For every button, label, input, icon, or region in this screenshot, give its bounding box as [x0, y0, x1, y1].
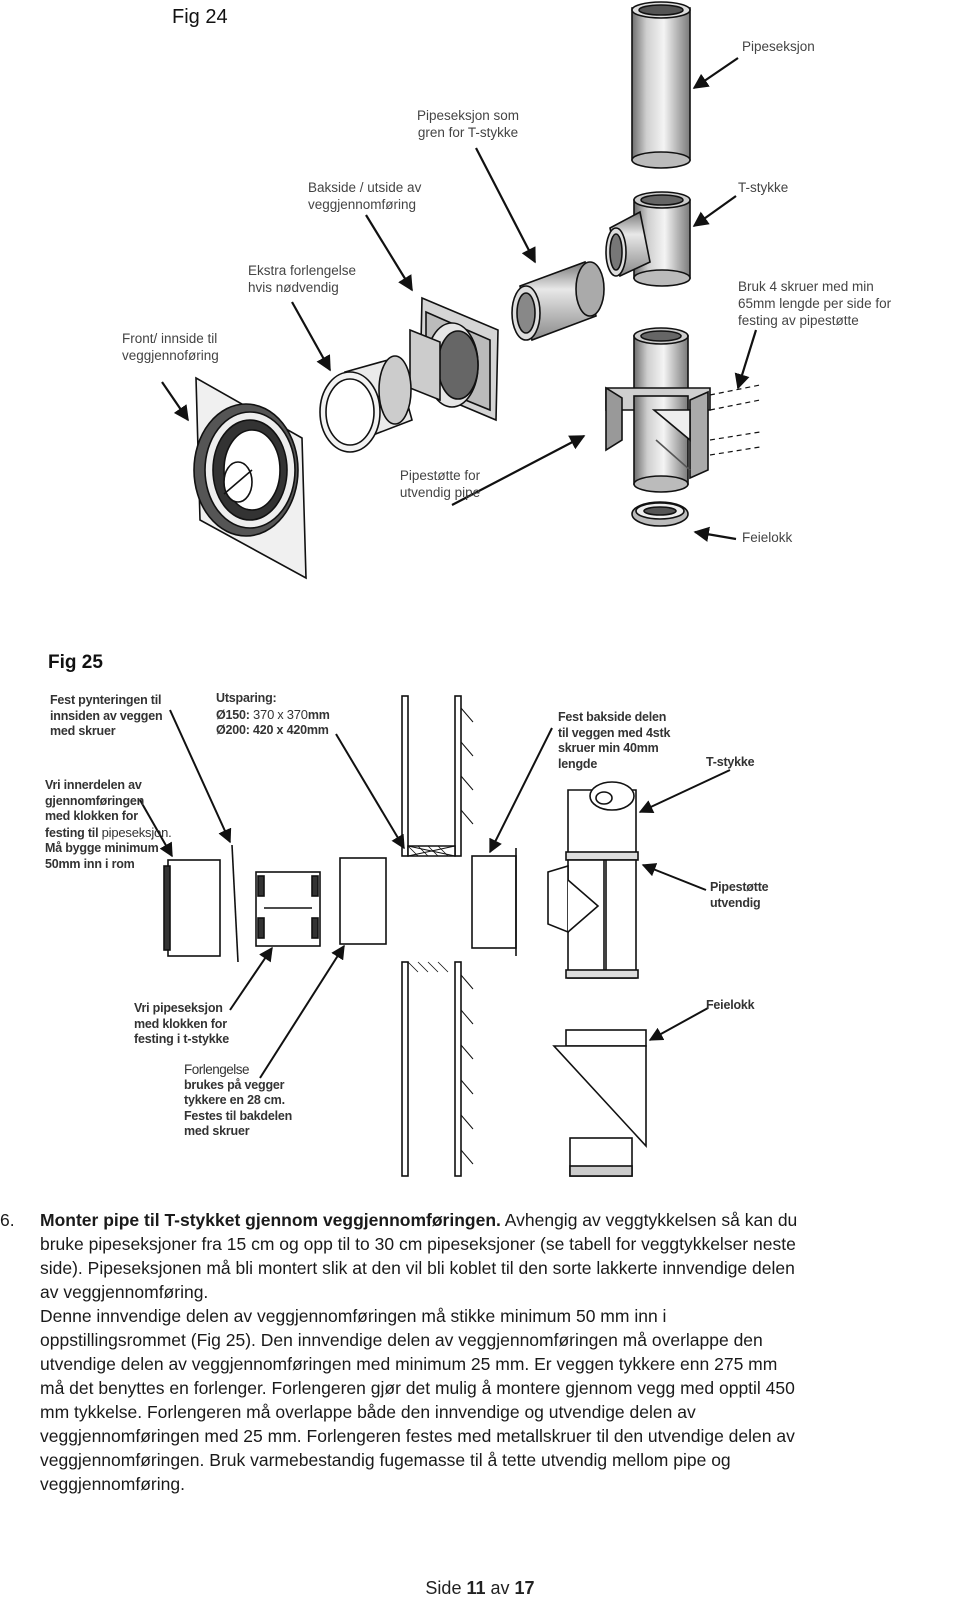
back-plate	[472, 848, 516, 956]
label-line: Forlengelse	[184, 1062, 250, 1077]
label-line: veggjennomføring	[308, 197, 417, 212]
paragraph-line: veggjennomføringen. Bruk varmebestandig fugemasse til å tette utvendig mellom pipe og	[40, 1450, 731, 1470]
label-line	[216, 707, 330, 724]
wall-plate-front	[194, 378, 306, 578]
wall-section	[402, 696, 473, 1176]
label-pipestotte-utvendig	[710, 880, 768, 911]
label-line: Utsparing:	[216, 691, 277, 705]
inner-sleeve	[164, 845, 238, 962]
label-line: til veggen med 4stk	[558, 725, 671, 740]
paragraph-line: bruke pipeseksjoner fra 15 cm og opp til to 30 cm pipeseksjoner (se tabell for veggtykkelser neste	[40, 1234, 796, 1254]
label-line: Ø200: 420 x 420mm	[216, 723, 329, 737]
label-line: hvis nødvendig	[248, 280, 339, 295]
label-line: festing av pipestøtte	[738, 313, 859, 328]
label-line: utvendig pipe	[399, 485, 481, 500]
label-line: Pipeseksjon som	[416, 108, 520, 123]
label-line: veggjennoføring	[122, 348, 219, 363]
label-part: 370	[286, 706, 308, 722]
section-paragraph	[40, 1208, 945, 1496]
extension-pieces	[256, 858, 386, 946]
label-line: med skruer	[184, 1124, 250, 1138]
paragraph-line: Denne innvendige delen av veggjennomføringen må stikke minimum 50 mm inn i	[40, 1306, 667, 1326]
label-line	[45, 825, 172, 842]
instruction-section	[0, 1208, 945, 1496]
label-line: med klokken for	[134, 1016, 227, 1031]
label-pipeseksjon-gren	[398, 107, 538, 141]
extension-ring	[320, 356, 412, 452]
label-line: brukes på vegger	[184, 1077, 285, 1092]
label-line: 65mm lengde per side for	[738, 296, 892, 311]
cleaning-lid	[632, 502, 688, 526]
label-line: Bruk 4 skruer med min	[738, 279, 874, 294]
section-number: 6.	[0, 1210, 15, 1230]
paragraph-line	[40, 1208, 945, 1232]
label-bruk-skruer	[738, 278, 891, 329]
label-line: lengde	[558, 756, 598, 771]
label-pipeseksjon: Pipeseksjon	[742, 39, 815, 54]
label-line: Bakside / utside av	[308, 180, 422, 195]
label-feielokk: Feielokk	[742, 530, 793, 545]
page-footer	[0, 1578, 960, 1599]
label-line: Front/ innside til	[122, 331, 218, 346]
label-line: Vri innerdelen av	[45, 778, 142, 792]
label-fest-bakside	[558, 710, 670, 772]
paragraph-line: side). Pipeseksjonen må bli montert slik at den vil bli koblet til den sorte lakkerte innvendige delen	[40, 1258, 795, 1278]
label-bakside	[308, 179, 421, 213]
paragraph-line-text: Avhengig av veggtykkelsen så kan du	[500, 1210, 798, 1230]
label-line: skruer min 40mm	[558, 741, 659, 755]
paragraph-line: mm tykkelse. Forlengeren må overlappe både den innvendige og utvendige delen av	[40, 1402, 696, 1422]
label-line: tykkere en 28 cm.	[184, 1093, 285, 1107]
label-line: Vri pipeseksjon	[134, 1001, 223, 1015]
label-line: utvendig	[710, 895, 761, 910]
label-front-innside	[122, 330, 219, 364]
footer-prefix: Side	[425, 1578, 462, 1598]
label-line: innsiden av veggen	[50, 708, 163, 723]
pipe-support-section	[554, 1030, 646, 1176]
wall-plate-back	[410, 298, 498, 420]
label-line: Må bygge minimum	[45, 841, 159, 855]
label-t-stykke-25: T-stykke	[706, 755, 755, 769]
t-piece	[606, 192, 690, 286]
branch-pipe-section	[512, 262, 604, 340]
label-line: festing i t-stykke	[134, 1032, 230, 1046]
paragraph-line: veggjennomføringen med 25 mm. Forlengeren festes med metallskruer til den utvendige delen av	[40, 1426, 795, 1446]
paragraph-line: oppstillingsrommet (Fig 25). Den innvendige delen av veggjennomføringen må overlappe den	[40, 1330, 763, 1350]
label-part: Ø150:	[216, 707, 250, 722]
fig25-title: Fig 25	[48, 652, 103, 673]
label-line: med klokken for	[45, 809, 138, 823]
screw-lines	[710, 385, 760, 455]
label-ekstra-forlengelse	[248, 262, 356, 296]
pipe-support	[606, 328, 710, 492]
label-line: med skruer	[50, 724, 116, 738]
label-part: x	[277, 707, 284, 722]
label-line: Pipestøtte	[710, 880, 769, 894]
label-vri-pipeseksjon	[134, 1001, 229, 1048]
label-utsparing	[216, 691, 330, 739]
t-piece-section	[548, 782, 638, 978]
footer-middle: av	[490, 1578, 510, 1598]
label-line: Festes til bakdelen	[184, 1108, 293, 1123]
label-line: Fest pynteringen til	[50, 693, 162, 707]
label-line: Pipestøtte for	[399, 468, 481, 483]
label-vri-innerdelen	[45, 778, 172, 872]
label-line: gjennomføringen	[45, 793, 145, 808]
fig24-title: Fig 24	[172, 6, 228, 28]
section-heading: Monter pipe til T-stykket gjennom veggjennomføringen.	[40, 1210, 501, 1230]
label-line: Fest bakside delen	[558, 710, 667, 724]
paragraph-line: av veggjennomføring.	[40, 1282, 209, 1302]
label-part: pipeseksjon.	[101, 824, 172, 840]
label-part: 370	[253, 706, 275, 722]
label-pipestotte	[380, 467, 500, 501]
label-fest-pynteringen	[50, 693, 162, 740]
label-part: mm	[307, 707, 330, 722]
label-line: 50mm inn i rom	[45, 856, 135, 871]
paragraph-line: må det benyttes en forlenger. Forlengeren gjør det mulig å montere gjennom vegg med opptil 450	[40, 1378, 795, 1398]
pipe-section-top	[632, 2, 690, 168]
paragraph-line: utvendige delen av veggjennomføringen med minimum 25 mm. Er veggen tykkere enn 275 mm	[40, 1354, 778, 1374]
label-line: gren for T-stykke	[417, 125, 519, 140]
footer-total-pages: 17	[514, 1578, 535, 1598]
label-feielokk-25: Feielokk	[706, 998, 755, 1012]
paragraph-line: veggjennomføring.	[40, 1474, 185, 1494]
label-t-stykke: T-stykke	[738, 180, 789, 195]
label-forlengelse	[184, 1062, 292, 1140]
label-part: festing til	[45, 825, 99, 840]
label-line: Ekstra forlengelse	[248, 263, 357, 278]
footer-page-number: 11	[466, 1578, 486, 1598]
